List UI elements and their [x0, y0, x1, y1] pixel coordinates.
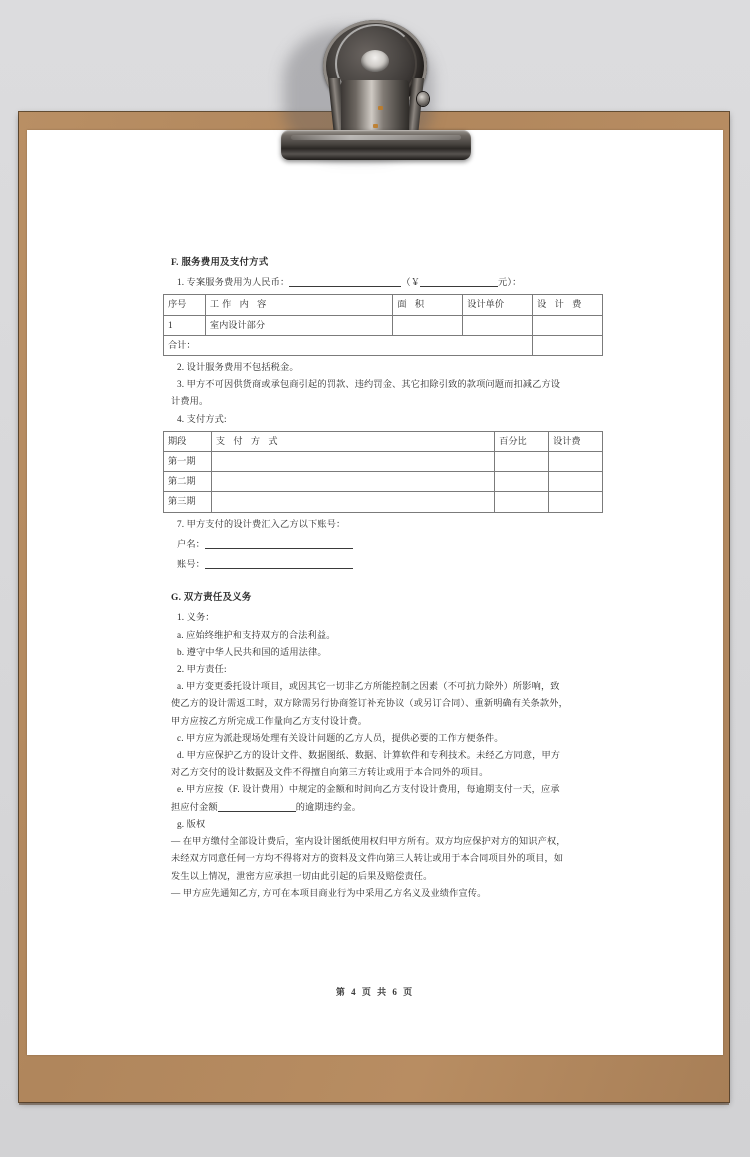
section-g-line-2d-2: 对乙方交付的设计数据及文件不得擅自向第三方转让或用于本合同外的项目。 [171, 767, 489, 778]
fee-table [163, 294, 603, 356]
fee-th-unit-price: 设计单价 [463, 295, 533, 315]
fee-amount-numeric-blank[interactable] [420, 286, 498, 287]
payment-th-method: 支 付 方 式 [211, 431, 494, 451]
section-g-copyright-1-3: 发生以上情况，泄密方应承担一切由此引起的后果及赔偿责任。 [171, 870, 433, 881]
section-f-heading: F. 服务费用及支付方式 [171, 258, 269, 268]
fee-th-no: 序号 [164, 295, 206, 315]
clip-rivet-lower [373, 124, 378, 128]
table-row [164, 472, 603, 492]
fee-th-area: 面 积 [393, 295, 463, 315]
section-f-line-2: 2. 设计服务费用不包括税金。 [177, 362, 299, 373]
payment-cell-method-2[interactable] [211, 472, 494, 492]
payment-th-stage: 期段 [164, 431, 212, 451]
section-g-line-2c: c. 甲方应为派赴现场处理有关设计问题的乙方人员，提供必要的工作方便条件。 [177, 732, 504, 743]
fee-cell-no-1[interactable]: 1 [164, 315, 206, 335]
section-g-heading: G. 双方责任及义务 [171, 593, 252, 604]
clip-rivet-upper [378, 106, 383, 110]
binder-clip [275, 18, 475, 168]
page-footer: 第 4 页 共 6 页 [335, 987, 415, 997]
section-g-line-2a-1: a. 甲方变更委托设计项目，或因其它一切非乙方所能控制之因素（不可抗力除外）所影响，致 [177, 681, 560, 692]
penalty-suffix: 的逾期违约金。 [295, 801, 362, 812]
clip-pivot-icon [417, 92, 429, 106]
section-g-line-2d-1: d. 甲方应保护乙方的设计文件、数据图纸、数据、计算软件和专利技术。未经乙方同意，甲方 [177, 750, 561, 761]
clip-disc-hole [361, 50, 389, 72]
section-g-line-2e-1: e. 甲方应按（F. 设计费用）中规定的金额和时间向乙方支付设计费用，每逾期支付一天，应承 [177, 784, 560, 795]
payment-table-header-row [164, 431, 603, 451]
fee-currency-close: 元）： [498, 277, 522, 288]
section-g-line-2a-3: 甲方应按乙方所完成工作量向乙方支付设计费。 [171, 715, 368, 726]
contract-document [163, 255, 603, 902]
payment-cell-stage-1: 第一期 [164, 452, 212, 472]
account-name-blank[interactable] [205, 548, 353, 549]
fee-total-value[interactable] [533, 335, 603, 355]
payment-table [163, 431, 603, 513]
penalty-amount-blank[interactable] [218, 811, 296, 812]
section-g-line-2g: g. 版权 [177, 818, 206, 829]
fee-currency-open: （￥ [401, 277, 421, 288]
account-name-label: 户名： [177, 538, 206, 549]
fee-total-label: 合计： [164, 335, 533, 355]
section-g-line-2: 2. 甲方责任: [177, 664, 227, 675]
section-g-copyright-1-1: — 在甲方缴付全部设计费后，室内设计图纸使用权归甲方所有。双方均应保护对方的知识产权， [171, 836, 566, 847]
payment-cell-fee-3[interactable] [549, 492, 603, 512]
account-number-row [163, 556, 603, 573]
fee-cell-work-1[interactable]: 室内设计部分 [205, 315, 393, 335]
clip-bar-highlight [291, 135, 461, 140]
payment-cell-method-1[interactable] [211, 452, 494, 472]
payment-cell-stage-3: 第三期 [164, 492, 212, 512]
section-f-line-4: 4. 支付方式: [177, 413, 227, 424]
fee-table-header-row [164, 295, 603, 315]
payment-cell-pct-2[interactable] [495, 472, 549, 492]
account-name-row [163, 536, 603, 553]
payment-cell-pct-1[interactable] [495, 452, 549, 472]
payment-cell-method-3[interactable] [211, 492, 494, 512]
fee-amount-blank[interactable] [289, 286, 401, 287]
account-number-label: 账号： [177, 559, 206, 570]
payment-cell-fee-1[interactable] [549, 452, 603, 472]
fee-th-design-fee: 设 计 费 [533, 295, 603, 315]
fee-cell-fee-1[interactable] [533, 315, 603, 335]
table-row [164, 492, 603, 512]
fee-cell-unit-1[interactable] [463, 315, 533, 335]
section-g-line-2e-2 [163, 799, 603, 816]
section-g-line-a: a. 应始终维护和支持双方的合法利益。 [177, 629, 336, 640]
payment-th-percent: 百分比 [495, 431, 549, 451]
section-g-copyright-2: — 甲方应先通知乙方, 方可在本项目商业行为中采用乙方名义及业绩作宣传。 [171, 887, 487, 898]
section-g-line-2a-2: 使乙方的设计需返工时，双方除需另行协商签订补充协议（或另订合同）、重新明确有关条款外， [171, 698, 568, 709]
section-f-line-3a: 3. 甲方不可因供货商或承包商引起的罚款、违约罚金、其它扣除引致的款项问题而扣减乙方设 [177, 379, 561, 390]
section-g-line-b: b. 遵守中华人民共和国的适用法律。 [177, 646, 327, 657]
section-f-line-3b: 计费用。 [171, 396, 209, 407]
payment-cell-fee-2[interactable] [549, 472, 603, 492]
fee-amount-label: 1. 专案服务费用为人民币： [177, 277, 290, 288]
account-number-blank[interactable] [205, 568, 353, 569]
section-g-copyright-1-2: 未经双方同意任何一方均不得将对方的资料及文件向第三人转让或用于本合同项目外的项目，如 [171, 853, 564, 864]
penalty-prefix: 担应付金额 [171, 801, 218, 812]
table-row [164, 315, 603, 335]
payment-th-fee: 设计费 [549, 431, 603, 451]
fee-cell-area-1[interactable] [393, 315, 463, 335]
section-f-line-1 [163, 274, 603, 291]
section-f-line-7: 7. 甲方支付的设计费汇入乙方以下账号： [177, 518, 346, 529]
payment-cell-stage-2: 第二期 [164, 472, 212, 492]
payment-cell-pct-3[interactable] [495, 492, 549, 512]
fee-th-work: 工作 内 容 [205, 295, 393, 315]
table-row [164, 452, 603, 472]
fee-table-total-row [164, 335, 603, 355]
section-g-line-1: 1. 义务： [177, 612, 215, 623]
